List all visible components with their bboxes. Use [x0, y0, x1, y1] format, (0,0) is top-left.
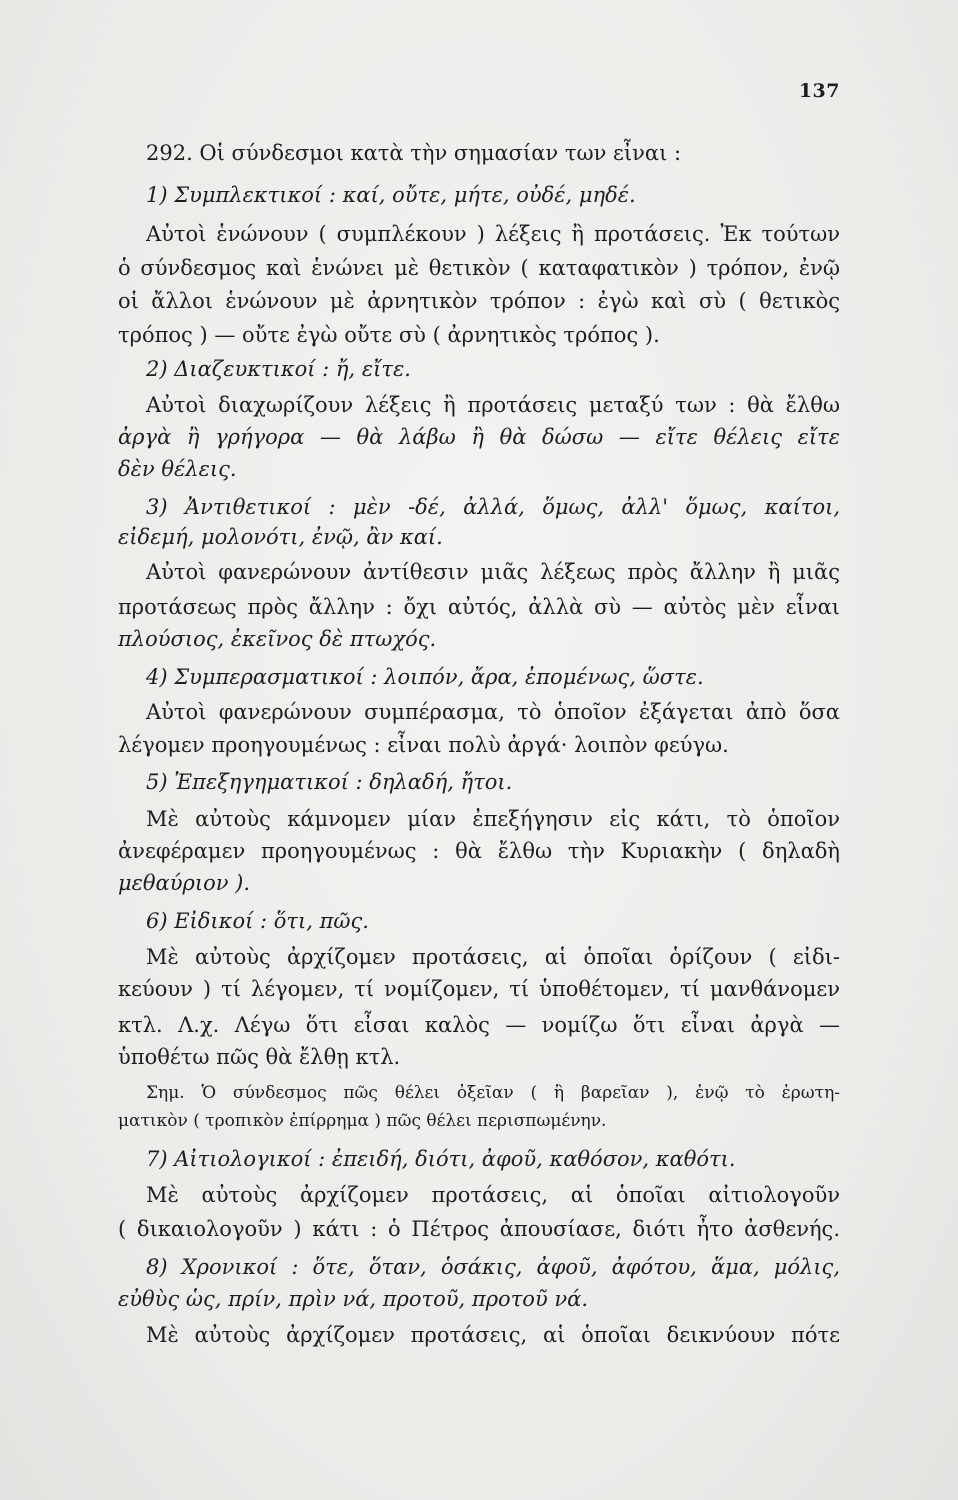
text-line-2: 1) Συμπλεκτικοί : καί, οὔτε, μήτε, οὐδέ, μηδέ.: [146, 183, 636, 207]
text-line-6: τρόπος ) — οὔτε ἐγὼ οὔτε σὺ ( ἀρνητικὸς τρόπος ).: [118, 323, 660, 347]
text-line-20: Μὲ αὐτοὺς κάμνομεν μίαν ἐπεξήγησιν εἰς κάτι, τὸ ὁποῖον: [146, 807, 840, 831]
text-line-23: 6) Εἰδικοί : ὅτι, πῶς.: [146, 909, 369, 933]
text-line-15: πλούσιος, ἐκεῖνος δὲ πτωχός.: [118, 627, 437, 651]
note-line-1: Σημ. Ὁ σύνδεσμος πῶς θέλει ὀξεῖαν ( ἢ βαρεῖαν ), ἐνῷ τὸ ἐρωτη-: [146, 1083, 840, 1103]
text-line-7: 2) Διαζευκτικοί : ἤ, εἴτε.: [146, 357, 411, 381]
text-line-32: εὐθὺς ὡς, πρίν, πρὶν νά, προτοῦ, προτοῦ νά.: [118, 1287, 589, 1311]
text-line-30: ( δικαιολογοῦν ) κάτι : ὁ Πέτρος ἀπουσίασε, διότι ἦτο ἀσθενής.: [118, 1217, 840, 1241]
page-number: 137: [798, 80, 840, 102]
text-line-27: ὑποθέτω πῶς θὰ ἔλθῃ κτλ.: [118, 1045, 401, 1069]
note-line-2: ματικὸν ( τροπικὸν ἐπίρρημα ) πῶς θέλει περισπωμένην.: [118, 1111, 607, 1131]
text-line-12: εἰδεμή, μολονότι, ἐνῷ, ἂν καί.: [118, 525, 443, 549]
text-line-9: ἀργὰ ἢ γρήγορα — θὰ λάβω ἢ θὰ δώσω — εἴτε θέλεις εἴτε: [118, 425, 840, 449]
text-line-29: Μὲ αὐτοὺς ἀρχίζομεν προτάσεις, αἱ ὁποῖαι αἰτιολογοῦν: [146, 1183, 840, 1207]
text-line-24: Μὲ αὐτοὺς ἀρχίζομεν προτάσεις, αἱ ὁποῖαι ὁρίζουν ( εἰδι-: [146, 945, 840, 969]
text-line-19: 5) Ἐπεξηγηματικοί : δηλαδή, ἤτοι.: [146, 770, 513, 794]
text-line-28: 7) Αἰτιολογικοί : ἐπειδή, διότι, ἀφοῦ, καθόσον, καθότι.: [146, 1147, 736, 1171]
text-line-26: κτλ. Λ.χ. Λέγω ὅτι εἶσαι καλὸς — νομίζω ὅτι εἶναι ἀργὰ —: [118, 1013, 840, 1037]
text-line-31: 8) Χρονικοί : ὅτε, ὅταν, ὁσάκις, ἀφοῦ, ἀφότου, ἅμα, μόλις,: [146, 1255, 840, 1279]
text-line-1: 292. Οἱ σύνδεσμοι κατὰ τὴν σημασίαν των εἶναι :: [146, 141, 682, 165]
text-line-21: ἀνεφέραμεν προηγουμένως : θὰ ἔλθω τὴν Κυριακὴν ( δηλαδὴ: [118, 839, 840, 863]
text-line-18: λέγομεν προηγουμένως : εἶναι πολὺ ἀργά· λοιπὸν φεύγω.: [118, 733, 729, 757]
text-line-10: δὲν θέλεις.: [118, 457, 237, 481]
text-line-11: 3) Ἀντιθετικοί : μὲν -δέ, ἀλλά, ὅμως, ἀλλ' ὅμως, καίτοι,: [146, 495, 840, 519]
text-line-3: Αὐτοὶ ἑνώνουν ( συμπλέκουν ) λέξεις ἢ προτάσεις. Ἐκ τούτων: [146, 222, 840, 246]
text-line-14: προτάσεως πρὸς ἄλλην : ὄχι αὐτός, ἀλλὰ σὺ — αὐτὸς μὲν εἶναι: [118, 595, 840, 619]
text-line-13: Αὐτοὶ φανερώνουν ἀντίθεσιν μιᾶς λέξεως πρὸς ἄλλην ἢ μιᾶς: [146, 560, 840, 584]
text-line-16: 4) Συμπερασματικοί : λοιπόν, ἄρα, ἐπομένως, ὥστε.: [146, 665, 704, 689]
text-line-17: Αὐτοὶ φανερώνουν συμπέρασμα, τὸ ὁποῖον ἐξάγεται ἀπὸ ὅσα: [146, 700, 840, 724]
text-line-5: οἱ ἄλλοι ἑνώνουν μὲ ἀρνητικὸν τρόπον : ἐγὼ καὶ σὺ ( θετικὸς: [118, 289, 840, 313]
text-line-33: Μὲ αὐτοὺς ἀρχίζομεν προτάσεις, αἱ ὁποῖαι δεικνύουν πότε: [146, 1323, 840, 1347]
text-line-25: κεύουν ) τί λέγομεν, τί νομίζομεν, τί ὑποθέτομεν, τί μανθάνομεν: [118, 977, 840, 1001]
text-line-8: Αὐτοὶ διαχωρίζουν λέξεις ἢ προτάσεις μεταξύ των : θὰ ἔλθω: [146, 393, 840, 417]
text-line-4: ὁ σύνδεσμος καὶ ἑνώνει μὲ θετικὸν ( καταφατικὸν ) τρόπον, ἐνῷ: [118, 256, 840, 280]
text-line-22: μεθαύριον ).: [118, 871, 251, 895]
